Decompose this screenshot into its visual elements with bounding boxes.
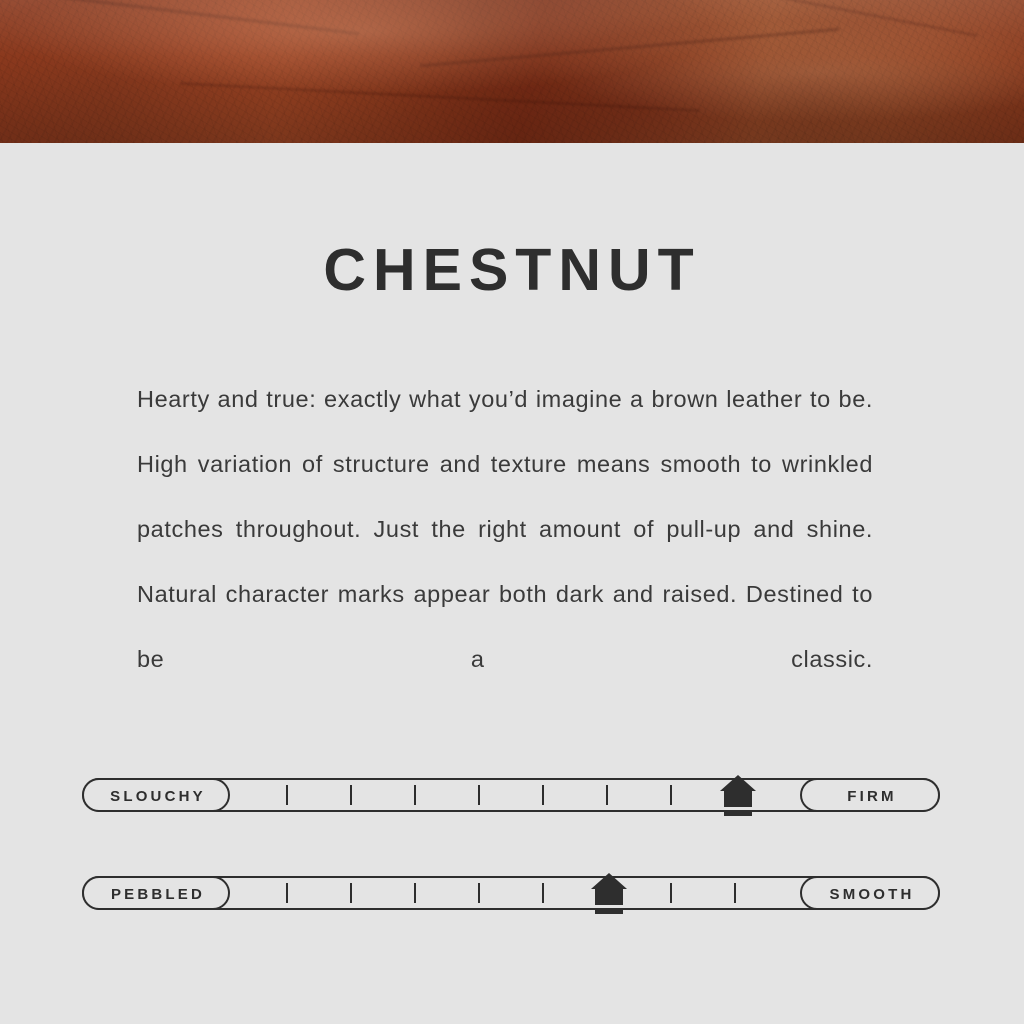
scale-tick <box>414 785 416 805</box>
scale-tick <box>670 785 672 805</box>
scale-surface <box>82 876 940 910</box>
marker-body-icon <box>595 889 623 905</box>
scale-left-label: SLOUCHY <box>82 778 230 812</box>
scale-tick <box>606 785 608 805</box>
scale-tick <box>414 883 416 903</box>
marker-head-icon <box>591 873 627 889</box>
scale-tick <box>478 883 480 903</box>
scale-tick <box>286 785 288 805</box>
scale-right-label: FIRM <box>800 778 940 812</box>
scale-tick <box>350 883 352 903</box>
scale-tick <box>542 883 544 903</box>
scale-right-label: SMOOTH <box>800 876 940 910</box>
marker-body-icon <box>724 791 752 807</box>
scale-ticks <box>230 876 800 910</box>
scale-ticks <box>230 778 800 812</box>
marker-foot-icon <box>724 811 752 816</box>
scale-marker-structure[interactable] <box>720 775 756 825</box>
scale-tick <box>542 785 544 805</box>
scale-tick <box>478 785 480 805</box>
scale-left-label: PEBBLED <box>82 876 230 910</box>
description-text <box>137 367 873 757</box>
scale-tick <box>670 883 672 903</box>
marker-head-icon <box>720 775 756 791</box>
scale-tick <box>286 883 288 903</box>
scale-tick <box>350 785 352 805</box>
description-paragraph: Hearty and true: exactly what you’d imagine a brown leather to be. High variation of structure and texture means smooth to wrinkled patches throughout. Just the right amount of pull-up and shine. Natural character marks appear both dark and raised. Destined to be a classic. <box>137 386 873 672</box>
scale-tick <box>734 883 736 903</box>
marker-foot-icon <box>595 909 623 914</box>
page-title: CHESTNUT <box>323 237 701 303</box>
scale-marker-surface[interactable] <box>591 873 627 923</box>
scale-structure <box>82 778 940 812</box>
leather-sheen-overlay <box>0 0 1024 143</box>
leather-hero-image <box>0 0 1024 143</box>
